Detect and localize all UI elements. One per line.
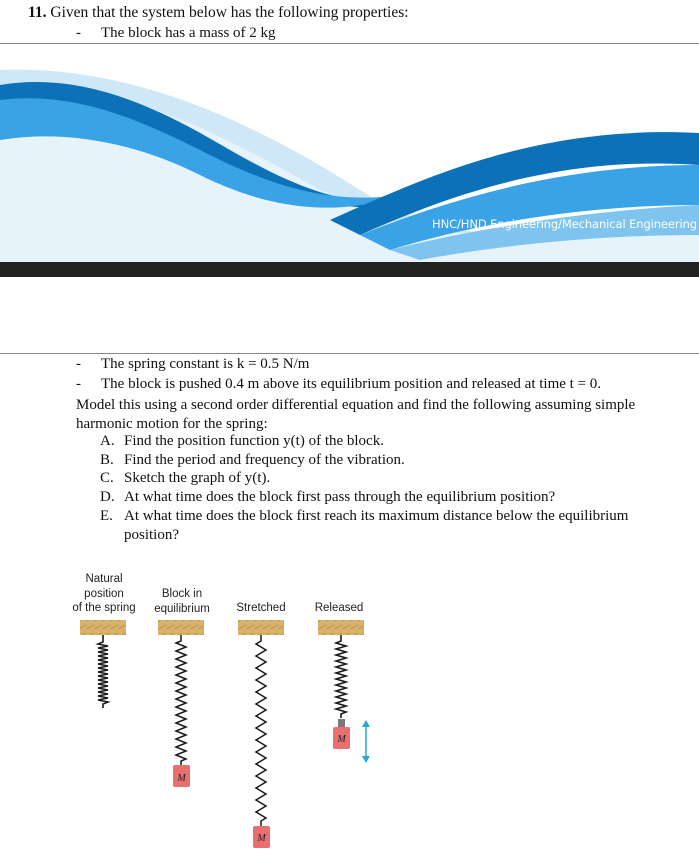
question-number: 11. [28,4,47,21]
spring-equilibrium [176,635,186,765]
property-push: The block is pushed 0.4 m above its equilibrium position and released at time t = 0. [101,376,602,392]
part-letter: D. [100,489,115,505]
label-natural-position [62,572,146,616]
bullet-dash: - [76,356,81,372]
part-letter: E. [100,508,113,524]
divider-bottom [0,353,699,354]
part-text: At what time does the block first pass through the equilibrium position? [124,489,556,505]
instruction-line-1: Model this using a second order differential equation and find the following assuming simple [76,397,636,413]
part-c [100,469,690,488]
part-text [124,507,694,544]
property-push-line [76,376,676,394]
spring-natural [98,635,108,708]
part-letter: B. [100,452,114,468]
part-letter: C. [100,470,114,486]
ceiling-natural [80,620,126,635]
banner-caption: HNC/HND Engineering/Mechanical Engineering [432,217,697,231]
part-b [100,451,690,470]
bullet-dash: - [76,25,81,41]
instruction [76,396,688,433]
block-label: M [337,734,346,745]
spring-released [336,635,346,718]
label-stretched: Stretched [236,602,286,614]
property-spring: The spring constant is k = 0.5 N/m [101,356,310,372]
label-line: of the spring [72,602,136,614]
property-mass: The block has a mass of 2 kg [101,25,276,41]
part-e [100,507,690,545]
question-intro: Given that the system below has the following properties: [50,4,409,21]
part-text-line-1: At what time does the block first reach its maximum distance below the equilibrium [124,508,629,524]
banner [0,45,699,277]
spring-stretched [256,635,266,826]
part-text-line-2: position? [124,526,179,543]
label-line: position [84,587,124,600]
divider-top [0,43,699,44]
part-d [100,488,690,507]
ceiling-equilibrium [158,620,204,635]
block-label: M [257,833,266,844]
bullet-dash: - [76,376,81,392]
part-text: Find the period and frequency of the vibration. [124,452,405,468]
property-spring-line [76,356,676,374]
instruction-line-2: harmonic motion for the spring: [76,415,268,432]
question-title [28,4,409,22]
part-a [100,432,690,451]
wave-graphic [0,45,699,277]
ceiling-stretched [238,620,284,635]
spring-diagram [70,615,390,851]
oscillation-arrow-icon [362,720,370,763]
label-line: equilibrium [154,602,210,615]
label-released: Released [314,602,364,614]
ceiling-released [318,620,364,635]
part-text: Sketch the graph of y(t). [124,470,271,486]
part-text: Find the position function y(t) of the block. [124,433,384,449]
property-mass-line [76,25,636,43]
label-line: Block in [161,588,203,600]
label-block-equilibrium [142,587,222,616]
part-letter: A. [100,433,115,449]
block-label: M [177,773,186,784]
label-line: Natural [85,573,123,585]
